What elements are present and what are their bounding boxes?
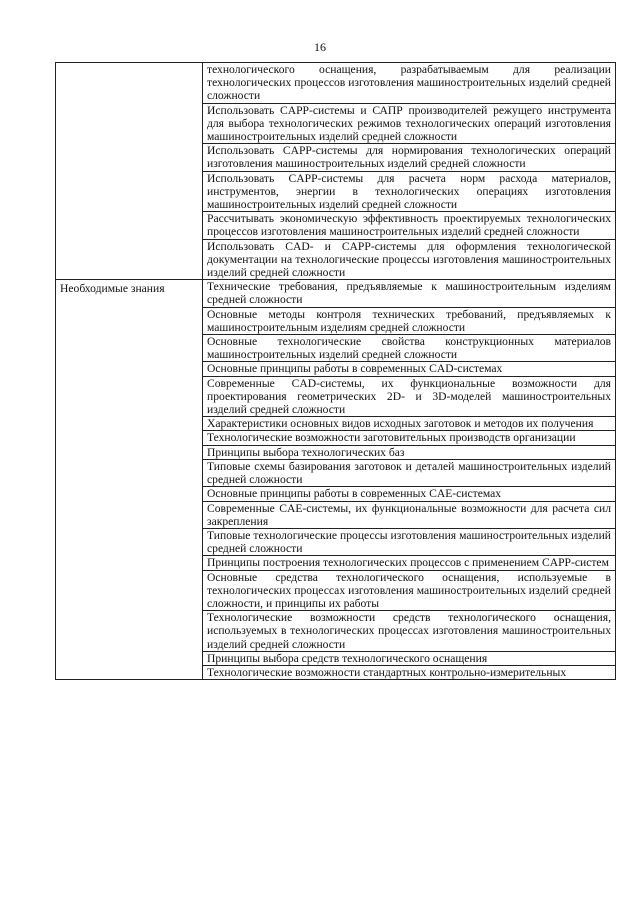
section-label-required-knowledge: Необходимые знания — [56, 280, 203, 680]
page-number: 16 — [314, 40, 326, 54]
table-row — [56, 63, 616, 104]
requirement-cell: Принципы выбора технологических баз — [203, 445, 616, 459]
competency-table-body — [56, 63, 616, 680]
requirement-cell: Основные принципы работы в современных CAD-системах — [203, 362, 616, 376]
requirement-cell: Типовые технологические процессы изготовления машиностроительных изделий средней сложности — [203, 528, 616, 555]
requirement-cell: Основные методы контроля технических требований, предъявляемых к машиностроительным изделиям средней сложности — [203, 307, 616, 334]
requirement-cell: Типовые схемы базирования заготовок и деталей машиностроительных изделий средней сложности — [203, 459, 616, 486]
table-row — [56, 280, 616, 307]
requirement-cell: технологического оснащения, разрабатываемым для реализации технологических процессов изготовления машиностроительных изделий средней сложности — [203, 63, 616, 104]
requirement-cell: Принципы выбора средств технологического оснащения — [203, 651, 616, 665]
requirement-cell: Использовать CAPP-системы для нормирования технологических операций изготовления машиностроительных изделий средней сложности — [203, 144, 616, 171]
requirement-cell: Использовать CAD- и CAPP-системы для оформления технологической документации на технологические процессы изготовления машиностроительных изделий средней сложности — [203, 239, 616, 280]
requirement-cell: Основные принципы работы в современных CAE-системах — [203, 487, 616, 501]
requirement-cell: Технические требования, предъявляемые к машиностроительным изделиям средней сложности — [203, 280, 616, 307]
requirement-cell: Характеристики основных видов исходных заготовок и методов их получения — [203, 417, 616, 431]
requirement-cell: Технологические возможности стандартных контрольно-измерительных — [203, 665, 616, 679]
requirement-cell: Принципы построения технологических процессов с применением CAPP-систем — [203, 556, 616, 570]
section-label-continued — [56, 63, 203, 280]
requirement-cell: Основные средства технологического оснащения, используемые в технологических процессах изготовления машиностроительных изделий средней сложности, и принципы их работы — [203, 570, 616, 611]
requirement-cell: Использовать CAPP-системы для расчета норм расхода материалов, инструментов, энергии в технологических операциях изготовления машиностроительных изделий средней сложности — [203, 171, 616, 212]
requirement-cell: Рассчитывать экономическую эффективность проектируемых технологических процессов изготовления машиностроительных изделий средней сложности — [203, 212, 616, 239]
requirement-cell: Технологические возможности заготовительных производств организации — [203, 431, 616, 445]
requirement-cell: Использовать CAPP-системы и САПР производителей режущего инструмента для выбора технологических режимов технологических операций изготовления машиностроительных изделий средней сложности — [203, 103, 616, 144]
competency-table — [55, 62, 616, 680]
requirement-cell: Современные CAE-системы, их функциональные возможности для расчета сил закрепления — [203, 501, 616, 528]
requirement-cell: Современные CAD-системы, их функциональные возможности для проектирования геометрических 2D- и 3D-моделей машиностроительных изделий средней сложности — [203, 376, 616, 417]
requirement-cell: Основные технологические свойства конструкционных материалов машиностроительных изделий средней сложности — [203, 335, 616, 362]
requirement-cell: Технологические возможности средств технологического оснащения, используемых в технологических процессах изготовления машиностроительных изделий средней сложности — [203, 611, 616, 652]
